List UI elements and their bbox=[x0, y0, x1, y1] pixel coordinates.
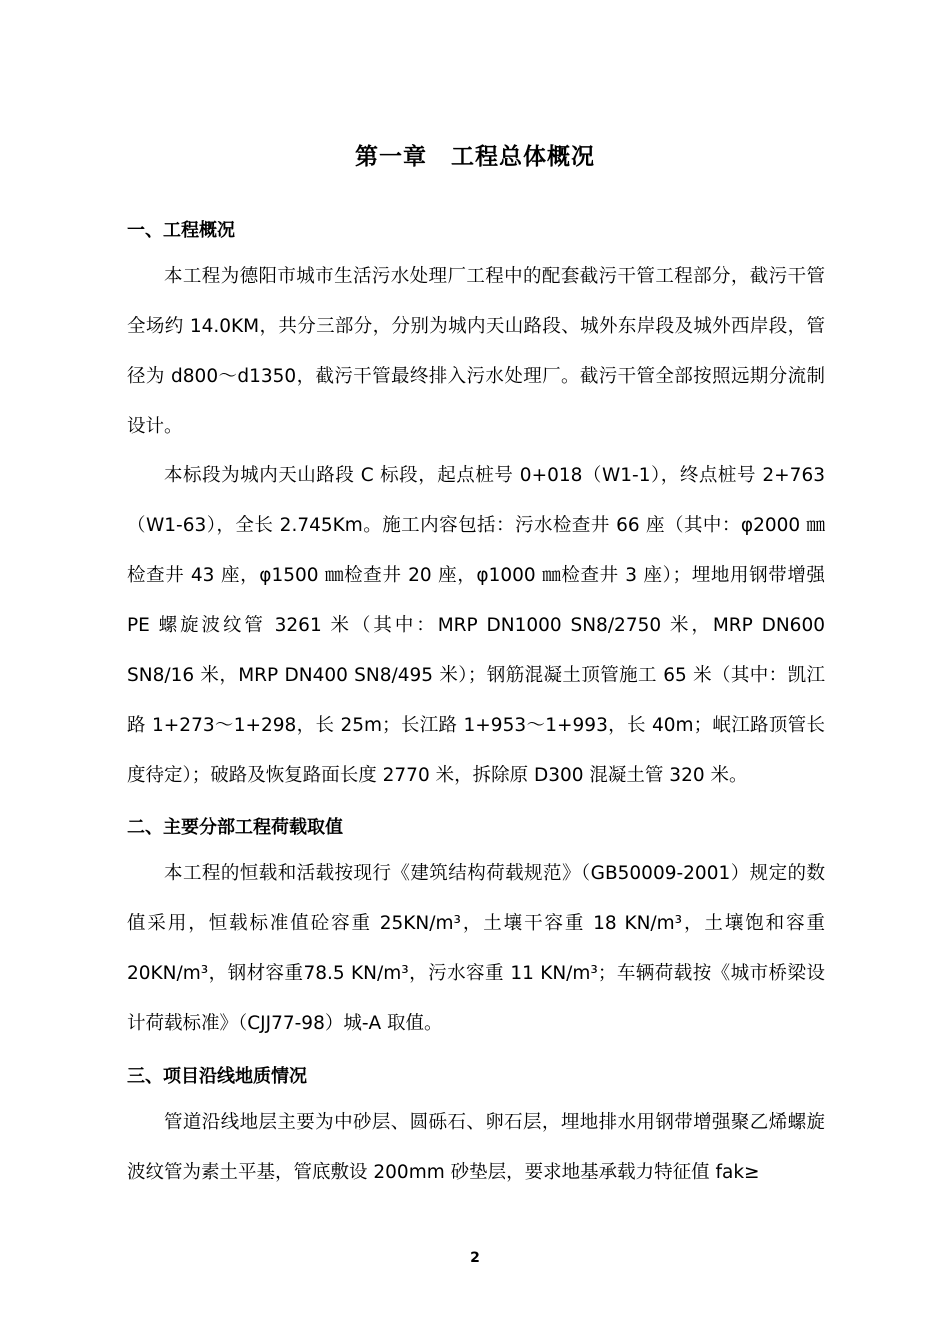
section-heading-geology: 三、项目沿线地质情况 bbox=[127, 1066, 307, 1087]
paragraph-overview-1: 本工程为德阳市城市生活污水处理厂工程中的配套截污干管工程部分，截污干管全场约 14.0KM，共分三部分，分别为城内天山路段、城外东岸段及城外西岸段，管径为 d800～d1350，截污干管最终排入污水处理厂。截污干管全部按照远期分流制设计。 bbox=[127, 266, 825, 437]
paragraph-overview-2: 本标段为城内天山路段 C 标段，起点桩号 0+018（W1-1），终点桩号 2+763（W1-63），全长 2.745Km。施工内容包括：污水检查井 66 座（其中：φ2000 ㎜检查井 43 座，φ1500 ㎜检查井 20 座，φ1000 ㎜检查井 3 座）；埋地用钢带增强 PE 螺旋波纹管 3261 米（其中：MRP DN1000 SN8/2750 米，MRP DN600 SN8/16 米，MRP DN400 SN8/495 米）；钢筋混凝土顶管施工 65 米（其中：凯江路 1+273～1+298，长 25m；长江路 1+953～1+993，长 40m；岷江路顶管长度待定）；破路及恢复路面长度 2770 米，拆除原 D300 混凝土管 320 米。 bbox=[127, 465, 825, 786]
section-heading-loads: 二、主要分部工程荷载取值 bbox=[127, 817, 343, 838]
paragraph-loads: 本工程的恒载和活载按现行《建筑结构荷载规范》（GB50009-2001）规定的数值采用，恒载标准值砼容重 25KN/m³，土壤干容重 18 KN/m³，土壤饱和容重 20KN/m³，钢材容重78.5 KN/m³，污水容重 11 KN/m³；车辆荷载按《城市桥梁设计荷载标准》（CJJ77-98）城-A 取值。 bbox=[127, 863, 825, 1034]
page-number: 2 bbox=[470, 1250, 480, 1266]
section-heading-overview: 一、工程概况 bbox=[127, 220, 235, 241]
paragraph-geology: 管道沿线地层主要为中砂层、圆砾石、卵石层，埋地排水用钢带增强聚乙烯螺旋波纹管为素土平基，管底敷设 200mm 砂垫层，要求地基承载力特征值 fak≥ bbox=[127, 1112, 825, 1183]
chapter-title: 第一章 工程总体概况 bbox=[355, 144, 595, 170]
